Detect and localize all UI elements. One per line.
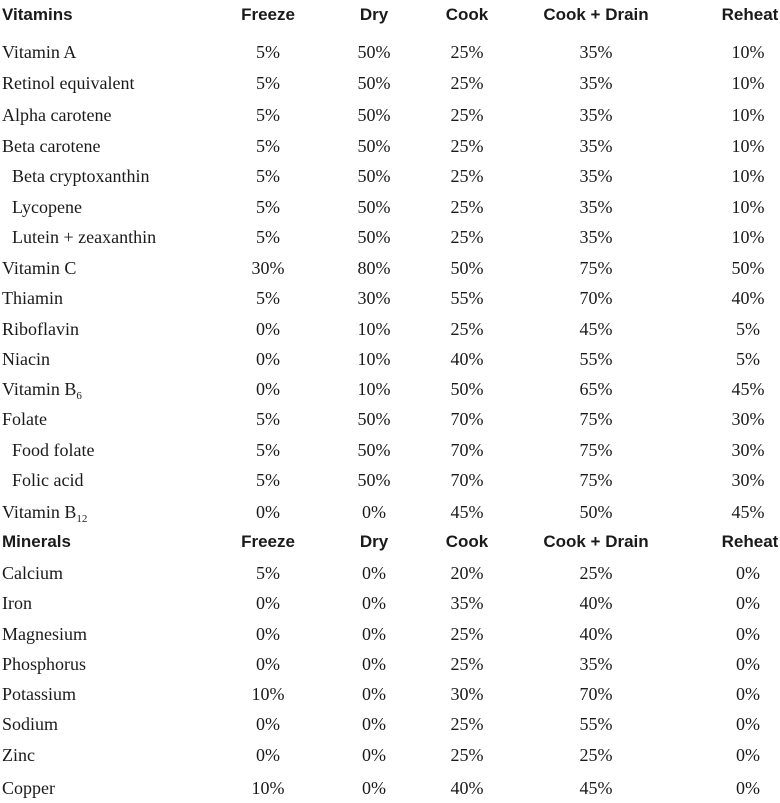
retention-loss-value: 0% <box>362 778 386 798</box>
column-header: Dry <box>359 532 389 551</box>
table-row <box>0 374 780 404</box>
retention-loss-value: 0% <box>256 593 280 613</box>
retention-loss-value: 35% <box>579 105 613 125</box>
nutrient-name: Beta carotene <box>2 136 101 156</box>
retention-loss-value: 0% <box>362 745 386 765</box>
retention-loss-value: 30% <box>450 684 484 704</box>
retention-loss-value: 5% <box>256 563 280 583</box>
retention-loss-value: 5% <box>256 409 280 429</box>
retention-loss-value: 30% <box>731 409 765 429</box>
retention-loss-value: 20% <box>450 563 484 583</box>
retention-loss-value: 0% <box>256 349 280 369</box>
retention-loss-value: 50% <box>357 136 391 156</box>
retention-loss-value: 5% <box>256 105 280 125</box>
retention-loss-value: 0% <box>362 593 386 613</box>
retention-loss-value: 35% <box>579 136 613 156</box>
retention-loss-value: 0% <box>736 593 760 613</box>
retention-loss-value: 50% <box>357 409 391 429</box>
retention-loss-value: 25% <box>450 42 484 62</box>
retention-loss-value: 30% <box>251 258 285 278</box>
retention-loss-value: 55% <box>579 349 613 369</box>
retention-loss-value: 0% <box>736 714 760 734</box>
retention-loss-value: 0% <box>736 563 760 583</box>
retention-loss-value: 50% <box>579 502 613 522</box>
retention-loss-value: 10% <box>357 319 391 339</box>
column-header: Cook <box>445 532 489 551</box>
retention-loss-value: 50% <box>357 166 391 186</box>
retention-loss-value: 10% <box>731 136 765 156</box>
nutrient-name: Folate <box>2 409 47 429</box>
retention-loss-value: 25% <box>579 745 613 765</box>
retention-loss-value: 10% <box>357 379 391 399</box>
retention-loss-value: 55% <box>579 714 613 734</box>
retention-loss-value: 45% <box>579 778 613 798</box>
nutrient-name: Phosphorus <box>2 654 87 674</box>
table-row <box>0 435 780 465</box>
retention-loss-value: 5% <box>256 166 280 186</box>
retention-loss-value: 0% <box>256 745 280 765</box>
retention-loss-value: 0% <box>362 502 386 522</box>
retention-loss-value: 0% <box>256 379 280 399</box>
retention-loss-value: 25% <box>450 714 484 734</box>
retention-loss-value: 40% <box>450 778 484 798</box>
column-header: Freeze <box>241 532 295 551</box>
nutrient-name: Lutein + zeaxanthin <box>12 227 157 247</box>
retention-loss-value: 10% <box>357 349 391 369</box>
table-row <box>0 344 780 374</box>
retention-loss-value: 0% <box>362 654 386 674</box>
retention-loss-value: 50% <box>357 105 391 125</box>
retention-loss-value: 35% <box>579 197 613 217</box>
retention-loss-value: 0% <box>256 654 280 674</box>
table-row <box>0 100 780 130</box>
retention-loss-value: 30% <box>731 470 765 490</box>
nutrient-name: Iron <box>2 593 32 613</box>
retention-loss-value: 50% <box>731 258 765 278</box>
nutrient-name: Vitamin $B_{12}$ <box>2 502 88 525</box>
retention-loss-value: 35% <box>579 42 613 62</box>
nutrient-name: Potassium <box>2 684 77 704</box>
retention-loss-value: 80% <box>357 258 391 278</box>
table-row <box>0 679 780 709</box>
retention-loss-value: 25% <box>450 319 484 339</box>
retention-loss-value: 75% <box>579 258 613 278</box>
column-header: Reheat <box>721 5 779 24</box>
retention-loss-value: 40% <box>579 593 613 613</box>
table-row <box>0 161 780 191</box>
column-header: Freeze <box>241 5 295 24</box>
retention-loss-value: 10% <box>731 42 765 62</box>
retention-loss-value: 50% <box>450 379 484 399</box>
retention-loss-value: 55% <box>450 288 484 308</box>
retention-loss-value: 35% <box>450 593 484 613</box>
retention-loss-value: 5% <box>256 197 280 217</box>
retention-loss-value: 0% <box>736 654 760 674</box>
nutrient-subscript: 6 <box>76 390 82 402</box>
retention-loss-value: 10% <box>251 778 285 798</box>
retention-loss-value: 0% <box>736 745 760 765</box>
table-row <box>0 283 780 313</box>
nutrient-name: Folic acid <box>12 470 84 490</box>
retention-loss-value: 25% <box>450 745 484 765</box>
retention-loss-value: 70% <box>450 470 484 490</box>
retention-loss-value: 45% <box>731 379 765 399</box>
retention-loss-value: 40% <box>579 624 613 644</box>
retention-loss-value: 5% <box>736 349 760 369</box>
table-row <box>0 709 780 739</box>
nutrient-name: Magnesium <box>2 624 87 644</box>
retention-loss-value: 5% <box>736 319 760 339</box>
table-row <box>0 253 780 283</box>
retention-loss-value: 25% <box>450 624 484 644</box>
retention-loss-value: 0% <box>362 714 386 734</box>
table-row <box>0 131 780 161</box>
table-row <box>0 192 780 222</box>
retention-loss-value: 10% <box>251 684 285 704</box>
retention-loss-value: 50% <box>357 227 391 247</box>
nutrient-name: Vitamin C <box>2 258 77 278</box>
nutrient-name: Food folate <box>12 440 95 460</box>
table-row <box>0 68 780 98</box>
table-row <box>0 619 780 649</box>
table-row <box>0 773 780 803</box>
vitamins-header-row <box>0 0 780 30</box>
nutrient-name: Beta cryptoxanthin <box>12 166 150 186</box>
retention-loss-value: 5% <box>256 440 280 460</box>
table-row <box>0 497 780 527</box>
retention-loss-value: 5% <box>256 288 280 308</box>
nutrient-name: Vitamin $B_6$ <box>2 379 82 402</box>
retention-loss-value: 35% <box>579 227 613 247</box>
retention-loss-value: 35% <box>579 654 613 674</box>
retention-loss-value: 0% <box>736 778 760 798</box>
nutrient-name: Thiamin <box>2 288 63 308</box>
retention-loss-value: 25% <box>450 105 484 125</box>
retention-loss-value: 50% <box>357 440 391 460</box>
retention-loss-value: 35% <box>579 166 613 186</box>
column-header: Cook + Drain <box>543 5 649 24</box>
retention-loss-value: 50% <box>450 258 484 278</box>
retention-loss-value: 0% <box>362 684 386 704</box>
section-heading: Minerals <box>2 532 71 551</box>
nutrient-name: Sodium <box>2 714 59 734</box>
retention-loss-value: 5% <box>256 42 280 62</box>
retention-loss-value: 50% <box>357 73 391 93</box>
retention-loss-value: 30% <box>731 440 765 460</box>
table-row <box>0 740 780 770</box>
section-heading: Vitamins <box>2 5 73 24</box>
retention-loss-value: 0% <box>362 624 386 644</box>
retention-loss-value: 40% <box>450 349 484 369</box>
retention-loss-value: 75% <box>579 409 613 429</box>
retention-loss-value: 5% <box>256 470 280 490</box>
retention-loss-value: 70% <box>450 409 484 429</box>
retention-loss-value: 50% <box>357 42 391 62</box>
column-header: Cook <box>445 5 489 24</box>
retention-loss-value: 65% <box>579 379 613 399</box>
retention-loss-value: 10% <box>731 227 765 247</box>
retention-loss-value: 5% <box>256 73 280 93</box>
nutrient-name: Zinc <box>2 745 35 765</box>
column-header: Reheat <box>721 532 779 551</box>
nutrient-subscript: 12 <box>76 513 88 525</box>
retention-loss-value: 0% <box>736 684 760 704</box>
retention-loss-value: 45% <box>579 319 613 339</box>
retention-loss-value: 40% <box>731 288 765 308</box>
retention-loss-value: 10% <box>731 197 765 217</box>
retention-loss-value: 70% <box>579 288 613 308</box>
retention-loss-value: 10% <box>731 166 765 186</box>
retention-loss-value: 25% <box>450 136 484 156</box>
retention-loss-value: 25% <box>450 73 484 93</box>
retention-loss-value: 70% <box>450 440 484 460</box>
nutrient-name: Alpha carotene <box>2 105 112 125</box>
retention-loss-value: 45% <box>450 502 484 522</box>
column-header: Cook + Drain <box>543 532 649 551</box>
retention-loss-value: 0% <box>362 563 386 583</box>
column-header: Dry <box>359 5 389 24</box>
retention-loss-value: 25% <box>450 654 484 674</box>
retention-loss-value: 30% <box>357 288 391 308</box>
nutrient-name: Vitamin A <box>2 42 77 62</box>
retention-loss-value: 0% <box>256 714 280 734</box>
retention-loss-value: 10% <box>731 73 765 93</box>
retention-loss-value: 0% <box>736 624 760 644</box>
nutrient-name: Retinol equivalent <box>2 73 135 93</box>
table-row <box>0 588 780 618</box>
table-row <box>0 37 780 67</box>
retention-loss-value: 0% <box>256 624 280 644</box>
nutrient-name: Calcium <box>2 563 63 583</box>
retention-loss-value: 25% <box>450 197 484 217</box>
minerals-header-row <box>0 527 780 557</box>
table-row <box>0 558 780 588</box>
table-row <box>0 649 780 679</box>
table-row <box>0 314 780 344</box>
retention-loss-value: 50% <box>357 197 391 217</box>
nutrient-name: Copper <box>2 778 55 798</box>
retention-loss-value: 0% <box>256 502 280 522</box>
retention-loss-value: 10% <box>731 105 765 125</box>
retention-loss-value: 35% <box>579 73 613 93</box>
retention-loss-value: 25% <box>450 227 484 247</box>
table-row <box>0 465 780 495</box>
retention-loss-value: 5% <box>256 136 280 156</box>
retention-loss-value: 0% <box>256 319 280 339</box>
retention-loss-value: 75% <box>579 440 613 460</box>
table-row <box>0 404 780 434</box>
retention-loss-value: 25% <box>579 563 613 583</box>
retention-loss-value: 5% <box>256 227 280 247</box>
retention-loss-value: 25% <box>450 166 484 186</box>
retention-loss-value: 45% <box>731 502 765 522</box>
nutrient-name: Niacin <box>2 349 50 369</box>
retention-loss-value: 70% <box>579 684 613 704</box>
retention-loss-value: 50% <box>357 470 391 490</box>
table-row <box>0 222 780 252</box>
retention-loss-value: 75% <box>579 470 613 490</box>
nutrient-name: Riboflavin <box>2 319 79 339</box>
nutrient-name: Lycopene <box>12 197 82 217</box>
